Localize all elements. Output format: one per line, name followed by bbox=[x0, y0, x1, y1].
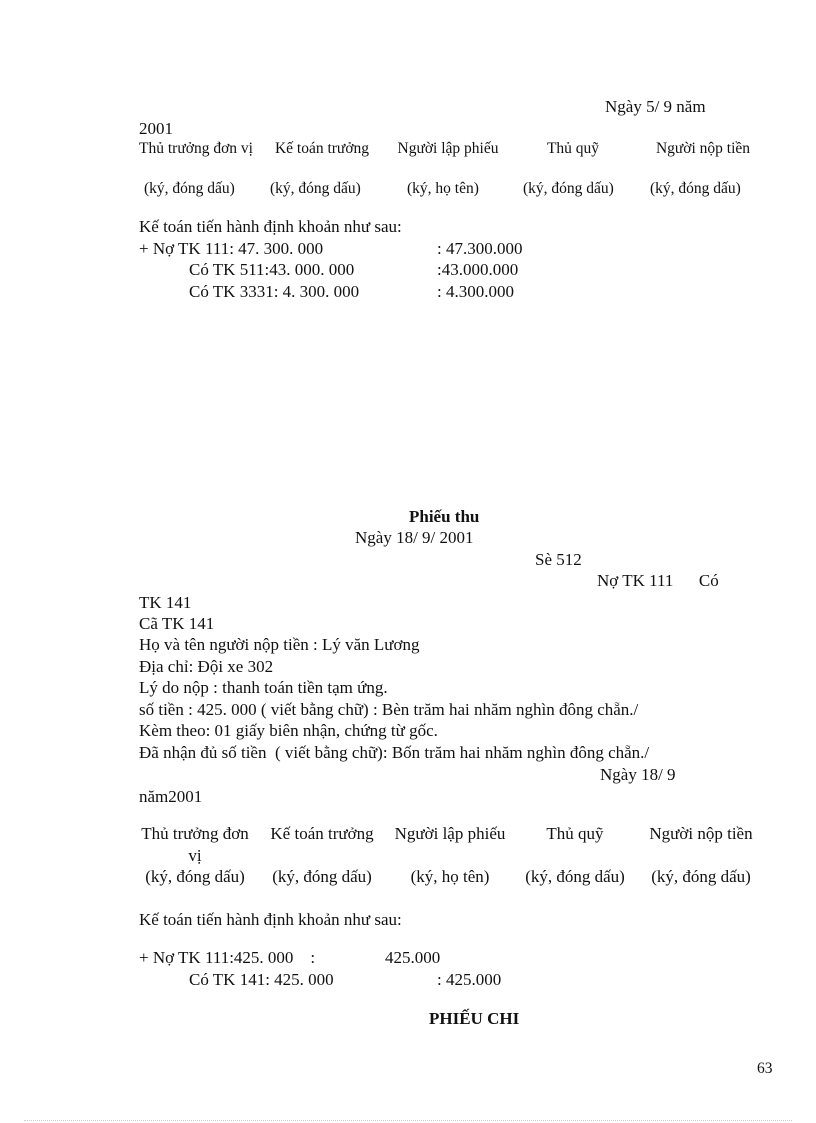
entry-right: 425.000 bbox=[385, 948, 441, 967]
signer-role: Thủ trưởng đơn vị bbox=[141, 824, 249, 865]
signer-role: Người nộp tiền bbox=[655, 140, 751, 157]
footer-divider bbox=[24, 1120, 792, 1121]
signer-note: (ký, đóng dấu) bbox=[523, 180, 614, 197]
signer-role: Kế toán trưởng bbox=[270, 824, 374, 843]
date-line: Ngày 5/ 9 năm bbox=[605, 97, 706, 116]
receipt-entry-intro: Kế toán tiến hành định khoản như sau: bbox=[139, 910, 402, 929]
page-number: 63 bbox=[757, 1060, 773, 1077]
entry-right: : 4.300.000 bbox=[437, 282, 514, 301]
receipt-debit: Nợ TK 111 Có bbox=[597, 571, 719, 590]
receipt-date2: Ngày 18/ 9 bbox=[600, 765, 676, 784]
receipt-ca-line: Cã TK 141 bbox=[139, 614, 215, 633]
signer-note: (ký, đóng dấu) bbox=[270, 180, 361, 197]
signer-note: (ký, họ tên) bbox=[407, 180, 479, 197]
receipt-reason: Lý do nộp : thanh toán tiền tạm ứng. bbox=[139, 678, 388, 697]
entry-left: Có TK 141: 425. 000 bbox=[189, 970, 334, 989]
signer-note: (ký, đóng dấu) bbox=[525, 867, 625, 886]
signer-role: Thủ quỹ bbox=[546, 140, 600, 157]
signer-note: (ký, họ tên) bbox=[410, 867, 490, 886]
signer-note: (ký, đóng dấu) bbox=[650, 180, 741, 197]
entry-right: : 47.300.000 bbox=[437, 239, 523, 258]
signer-note: (ký, đóng dấu) bbox=[272, 867, 372, 886]
signer-role: Kế toán trưởng bbox=[274, 140, 370, 157]
signer-role: Thủ quỹ bbox=[546, 824, 604, 843]
receipt-date: Ngày 18/ 9/ 2001 bbox=[355, 528, 474, 547]
receipt-received: Đã nhận đủ số tiền ( viết bằng chữ): Bốn trăm hai nhăm nghìn đông chẵn./ bbox=[139, 743, 650, 762]
receipt-attached: Kèm theo: 01 giấy biên nhận, chứng từ gốc. bbox=[139, 721, 438, 740]
entry-left: + Nợ TK 111:425. 000 : bbox=[139, 948, 316, 967]
signer-role: Thủ trưởng đơn vị bbox=[139, 140, 253, 157]
receipt-year: năm2001 bbox=[139, 787, 203, 806]
entry-right: : 425.000 bbox=[437, 970, 502, 989]
signer-note: (ký, đóng dấu) bbox=[144, 180, 235, 197]
receipt-credit: TK 141 bbox=[139, 593, 192, 612]
entry-left: Có TK 3331: 4. 300. 000 bbox=[189, 282, 360, 301]
entry-left: + Nợ TK 111: 47. 300. 000 bbox=[139, 239, 324, 258]
signer-role: Người nộp tiền bbox=[649, 824, 753, 843]
receipt-payer: Họ và tên người nộp tiền : Lý văn Lương bbox=[139, 635, 420, 654]
entry-right: :43.000.000 bbox=[437, 260, 519, 279]
entry-left: Có TK 511:43. 000. 000 bbox=[189, 260, 355, 279]
receipt-title: Phiếu thu bbox=[409, 507, 480, 526]
signer-role: Người lập phiếu bbox=[397, 140, 499, 157]
receipt-amount: số tiền : 425. 000 ( viết bằng chữ) : Bèn trăm hai nhăm nghìn đông chẵn./ bbox=[139, 700, 639, 719]
signer-role: Người lập phiếu bbox=[394, 824, 506, 843]
receipt-number: Sè 512 bbox=[535, 550, 582, 569]
signer-note: (ký, đóng dấu) bbox=[145, 867, 245, 886]
entry-intro: Kế toán tiến hành định khoản như sau: bbox=[139, 217, 402, 236]
date-year: 2001 bbox=[139, 119, 173, 138]
receipt-address: Địa chỉ: Đội xe 302 bbox=[139, 657, 274, 676]
signer-note: (ký, đóng dấu) bbox=[651, 867, 751, 886]
next-section-heading: PHIẾU CHI bbox=[429, 1009, 520, 1028]
